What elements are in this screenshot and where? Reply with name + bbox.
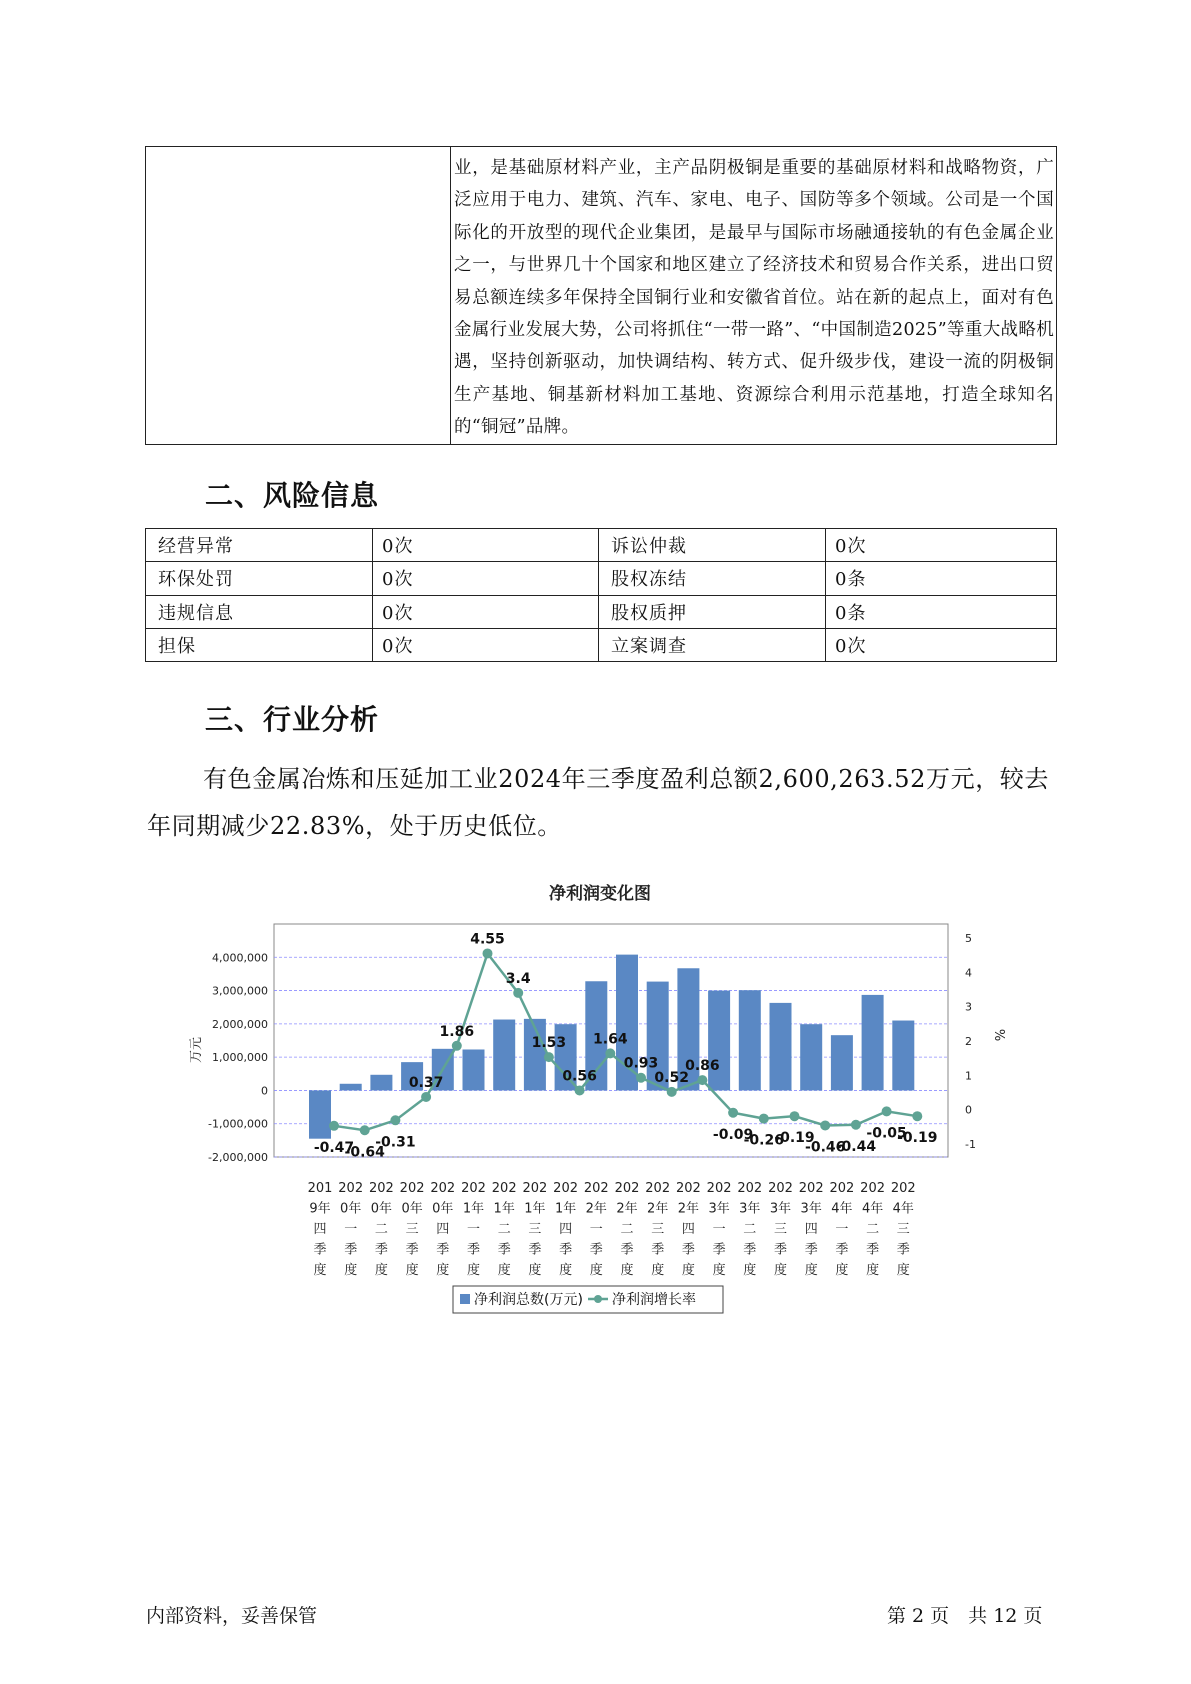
x-tick-label: 四 (559, 1222, 573, 1237)
footer-page-number: 第 2 页 共 12 页 (887, 1605, 1043, 1627)
bar (708, 991, 730, 1091)
x-tick-label: 度 (712, 1263, 726, 1278)
company-intro-table (145, 146, 1057, 445)
x-tick-label: 三 (405, 1222, 419, 1237)
bar (739, 990, 761, 1090)
x-tick-label: 202 (798, 1181, 824, 1196)
growth-point (667, 1087, 677, 1097)
bar (340, 1084, 362, 1091)
growth-data-label: -0.44 (835, 1138, 877, 1155)
growth-data-label: 0.93 (623, 1055, 659, 1072)
growth-data-label: -0.31 (375, 1134, 416, 1151)
x-tick-label: 202 (737, 1181, 763, 1196)
growth-point (360, 1125, 370, 1135)
growth-point (575, 1085, 585, 1095)
risk-value: 0次 (373, 595, 599, 628)
growth-data-label: -0.19 (774, 1130, 815, 1147)
risk-label: 股权冻结 (599, 562, 826, 595)
growth-data-label: 1.53 (531, 1035, 567, 1052)
x-tick-label: 202 (399, 1181, 425, 1196)
growth-data-label: 0.37 (408, 1074, 444, 1091)
x-tick-label: 1年 (462, 1201, 485, 1217)
x-tick-label: 202 (829, 1181, 855, 1196)
x-tick-label: 度 (804, 1263, 818, 1278)
x-tick-label: 202 (706, 1181, 732, 1196)
growth-data-label: 1.64 (593, 1031, 628, 1048)
y-left-tick-label: -2,000,000 (208, 1151, 268, 1164)
x-tick-label: 季 (773, 1242, 788, 1258)
x-tick-label: 0年 (401, 1201, 423, 1217)
growth-point (697, 1075, 707, 1085)
growth-point (513, 988, 523, 998)
x-tick-label: 一 (344, 1222, 358, 1237)
x-tick-label: 四 (313, 1222, 327, 1237)
x-tick-label: 季 (589, 1242, 603, 1258)
x-tick-label: 季 (743, 1242, 757, 1258)
bar (309, 1090, 331, 1138)
y-left-tick-label: 1,000,000 (212, 1051, 268, 1065)
x-tick-label: 3年 (739, 1201, 761, 1217)
net-profit-chart (180, 875, 1006, 1325)
y-left-tick-label: 0 (261, 1084, 268, 1098)
x-tick-label: 季 (804, 1242, 818, 1258)
x-tick-label: 二 (743, 1222, 757, 1237)
intro-left-cell (146, 147, 451, 445)
x-tick-label: 三 (773, 1222, 788, 1237)
x-tick-label: 度 (405, 1263, 419, 1278)
x-tick-label: 度 (743, 1263, 757, 1278)
growth-point (636, 1073, 646, 1083)
risk-value: 0次 (373, 562, 599, 595)
growth-data-label: 4.55 (470, 931, 505, 948)
company-intro-text: 业，是基础原材料产业，主产品阴极铜是重要的基础原材料和战略物资，广泛应用于电力、建筑、汽车、家电、电子、国防等多个领域。公司是一个国际化的开放型的现代企业集团，是最早与国际市场融通接轨的有色金属企业之一，与世界几十个国家和地区建立了经济技术和贸易合作关系，进出口贸易总额连续多年保持全国铜行业和安徽省首位。站在新的起点上，面对有色金属行业发展大势，公司将抓住“一带一路”、“中国制造2025”等重大战略机遇，坚持创新驱动，加快调结构、转方式、促升级步伐，建设一流的阴极铜生产基地、铜基新材料加工基地、资源综合利用示范基地，打造全球知名的“铜冠”品牌。 (454, 158, 1054, 438)
y-right-tick-label: 2 (965, 1035, 972, 1048)
risk-label: 环保处罚 (146, 562, 373, 595)
growth-data-label: -0.09 (712, 1126, 754, 1143)
growth-point (912, 1111, 922, 1121)
bar (770, 1003, 792, 1091)
x-tick-label: 201 (307, 1181, 333, 1196)
x-tick-label: 1年 (554, 1201, 577, 1217)
x-tick-label: 度 (344, 1263, 358, 1278)
y-right-tick-label: 1 (965, 1069, 972, 1083)
growth-data-label: -0.05 (866, 1125, 907, 1142)
y-left-tick-label: 2,000,000 (212, 1017, 268, 1031)
x-tick-label: 季 (405, 1242, 419, 1258)
x-tick-label: 2年 (677, 1201, 700, 1217)
growth-point (820, 1120, 830, 1130)
x-tick-label: 度 (896, 1263, 910, 1278)
x-tick-label: 3年 (800, 1201, 822, 1217)
x-tick-label: 季 (559, 1242, 573, 1258)
x-tick-label: 四 (804, 1222, 818, 1237)
x-tick-label: 季 (712, 1242, 726, 1258)
x-tick-label: 202 (583, 1181, 609, 1196)
x-tick-label: 季 (896, 1242, 910, 1258)
growth-data-label: 3.4 (505, 970, 531, 987)
risk-label: 违规信息 (146, 595, 373, 628)
x-tick-label: 季 (620, 1242, 634, 1258)
risk-section-title: 二、风险信息 (205, 479, 380, 512)
x-tick-label: 0年 (370, 1201, 393, 1217)
x-tick-label: 季 (651, 1242, 665, 1258)
x-tick-label: 202 (645, 1181, 671, 1196)
x-tick-label: 202 (461, 1181, 486, 1196)
legend-swatch-bar (460, 1294, 470, 1304)
x-tick-label: 度 (374, 1263, 388, 1278)
risk-label: 诉讼仲裁 (599, 529, 826, 562)
industry-section-title: 三、行业分析 (205, 703, 380, 736)
x-tick-label: 一 (712, 1222, 726, 1237)
table-row (146, 628, 1057, 661)
x-tick-label: 2年 (585, 1201, 607, 1217)
x-tick-label: 1年 (524, 1201, 546, 1217)
legend-label: 净利润增长率 (612, 1292, 696, 1308)
x-tick-label: 二 (866, 1222, 880, 1237)
bar (463, 1049, 485, 1090)
footer-confidential-note: 内部资料，妥善保管 (146, 1605, 318, 1627)
growth-data-label: -0.19 (897, 1130, 938, 1147)
x-tick-label: 二 (620, 1222, 634, 1237)
x-tick-label: 4年 (831, 1201, 853, 1217)
x-tick-label: 季 (497, 1242, 511, 1258)
x-tick-label: 9年 (309, 1201, 331, 1217)
x-tick-label: 四 (681, 1222, 695, 1237)
y-left-tick-label: 3,000,000 (212, 984, 268, 998)
x-tick-label: 一 (589, 1222, 603, 1237)
growth-point (421, 1092, 431, 1102)
x-tick-label: 季 (313, 1242, 327, 1258)
x-tick-label: 度 (773, 1263, 788, 1278)
growth-point (452, 1041, 462, 1051)
risk-value: 0条 (826, 595, 1057, 628)
bar (800, 1024, 822, 1090)
y-left-axis-title: 万元 (189, 1036, 204, 1064)
x-tick-label: 度 (497, 1263, 511, 1278)
x-tick-label: 季 (528, 1242, 542, 1258)
growth-data-label: -0.46 (805, 1139, 846, 1156)
risk-value: 0次 (826, 529, 1057, 562)
x-tick-label: 度 (559, 1263, 573, 1278)
x-tick-label: 2年 (616, 1201, 638, 1217)
x-tick-label: 二 (374, 1222, 388, 1237)
growth-data-label: 0.86 (685, 1058, 720, 1075)
x-tick-label: 度 (589, 1263, 603, 1278)
y-right-tick-label: 4 (965, 966, 972, 980)
bar (862, 995, 884, 1091)
x-tick-label: 季 (866, 1242, 880, 1258)
table-row (146, 562, 1057, 595)
risk-value: 0次 (373, 628, 599, 661)
x-tick-label: 4年 (861, 1201, 884, 1217)
x-tick-label: 202 (430, 1181, 456, 1196)
x-tick-label: 度 (313, 1263, 327, 1278)
growth-data-label: 1.86 (439, 1023, 475, 1040)
x-tick-label: 202 (338, 1181, 364, 1196)
y-right-tick-label: 3 (965, 1000, 972, 1014)
x-tick-label: 3年 (708, 1201, 730, 1217)
bar (831, 1035, 853, 1090)
x-tick-label: 一 (466, 1222, 481, 1237)
x-tick-label: 季 (344, 1242, 358, 1258)
x-tick-label: 一 (835, 1222, 849, 1237)
industry-paragraph: 有色金属冶炼和压延加工业2024年三季度盈利总额2,600,263.52万元，较去年同期减少22.83%，处于历史低位。 (147, 765, 1049, 840)
y-right-tick-label: 5 (965, 932, 972, 945)
x-tick-label: 季 (374, 1242, 388, 1258)
y-left-tick-label: 4,000,000 (212, 951, 268, 965)
y-right-tick-label: 0 (965, 1103, 972, 1117)
y-left-tick-label: -1,000,000 (208, 1117, 268, 1131)
legend-swatch-point (594, 1295, 602, 1303)
bar (493, 1020, 515, 1091)
x-tick-label: 202 (553, 1181, 579, 1196)
x-tick-label: 季 (681, 1242, 695, 1258)
x-tick-label: 度 (466, 1263, 481, 1278)
risk-value: 0条 (826, 562, 1057, 595)
x-tick-label: 三 (651, 1222, 665, 1237)
x-tick-label: 202 (368, 1181, 394, 1196)
growth-data-label: 0.56 (562, 1068, 597, 1085)
growth-point (882, 1106, 892, 1116)
legend-label: 净利润总数(万元) (474, 1292, 583, 1308)
x-tick-label: 0年 (432, 1201, 454, 1217)
growth-data-label: 0.52 (654, 1069, 689, 1086)
risk-label: 担保 (146, 628, 373, 661)
table-row (146, 595, 1057, 628)
x-tick-label: 3年 (769, 1201, 792, 1217)
x-tick-label: 度 (436, 1263, 450, 1278)
x-tick-label: 202 (491, 1181, 517, 1196)
growth-point (329, 1121, 339, 1131)
x-tick-label: 季 (835, 1242, 849, 1258)
x-tick-label: 2年 (647, 1201, 669, 1217)
growth-point (544, 1052, 554, 1062)
x-tick-label: 202 (614, 1181, 640, 1196)
growth-point (605, 1048, 615, 1058)
x-tick-label: 度 (528, 1263, 542, 1278)
risk-label: 股权质押 (599, 595, 826, 628)
risk-info-table (145, 528, 1057, 662)
growth-data-label: -0.64 (344, 1144, 385, 1161)
risk-label: 立案调查 (599, 628, 826, 661)
x-tick-label: 202 (768, 1181, 793, 1196)
table-row (146, 529, 1057, 562)
x-tick-label: 四 (436, 1222, 450, 1237)
x-tick-label: 4年 (892, 1201, 914, 1217)
x-tick-label: 度 (866, 1263, 880, 1278)
x-tick-label: 三 (528, 1222, 542, 1237)
risk-label: 经营异常 (146, 529, 373, 562)
chart-title: 净利润变化图 (549, 884, 651, 904)
x-tick-label: 202 (860, 1181, 886, 1196)
risk-value: 0次 (826, 628, 1057, 661)
growth-point (728, 1108, 738, 1118)
x-tick-label: 202 (890, 1181, 916, 1196)
y-right-axis-title: % (991, 1028, 1006, 1042)
growth-point (759, 1114, 769, 1124)
growth-point (483, 948, 493, 958)
growth-data-label: -0.47 (313, 1139, 355, 1156)
growth-point (790, 1111, 800, 1121)
x-tick-label: 度 (835, 1263, 849, 1278)
intro-right-cell (451, 147, 1057, 445)
x-tick-label: 1年 (493, 1201, 515, 1217)
risk-value: 0次 (373, 529, 599, 562)
x-tick-label: 0年 (340, 1201, 362, 1217)
x-tick-label: 度 (651, 1263, 665, 1278)
x-tick-label: 202 (522, 1181, 548, 1196)
x-tick-label: 季 (436, 1242, 450, 1258)
x-tick-label: 季 (466, 1242, 481, 1258)
growth-point (390, 1115, 400, 1125)
growth-data-label: -0.26 (743, 1132, 784, 1149)
y-right-tick-label: -1 (965, 1138, 976, 1151)
x-tick-label: 三 (896, 1222, 910, 1237)
x-tick-label: 度 (620, 1263, 634, 1278)
bar (370, 1075, 392, 1091)
bar (892, 1021, 914, 1091)
x-tick-label: 202 (675, 1181, 701, 1196)
x-tick-label: 度 (681, 1263, 695, 1278)
x-tick-label: 二 (497, 1222, 511, 1237)
growth-point (851, 1120, 861, 1130)
